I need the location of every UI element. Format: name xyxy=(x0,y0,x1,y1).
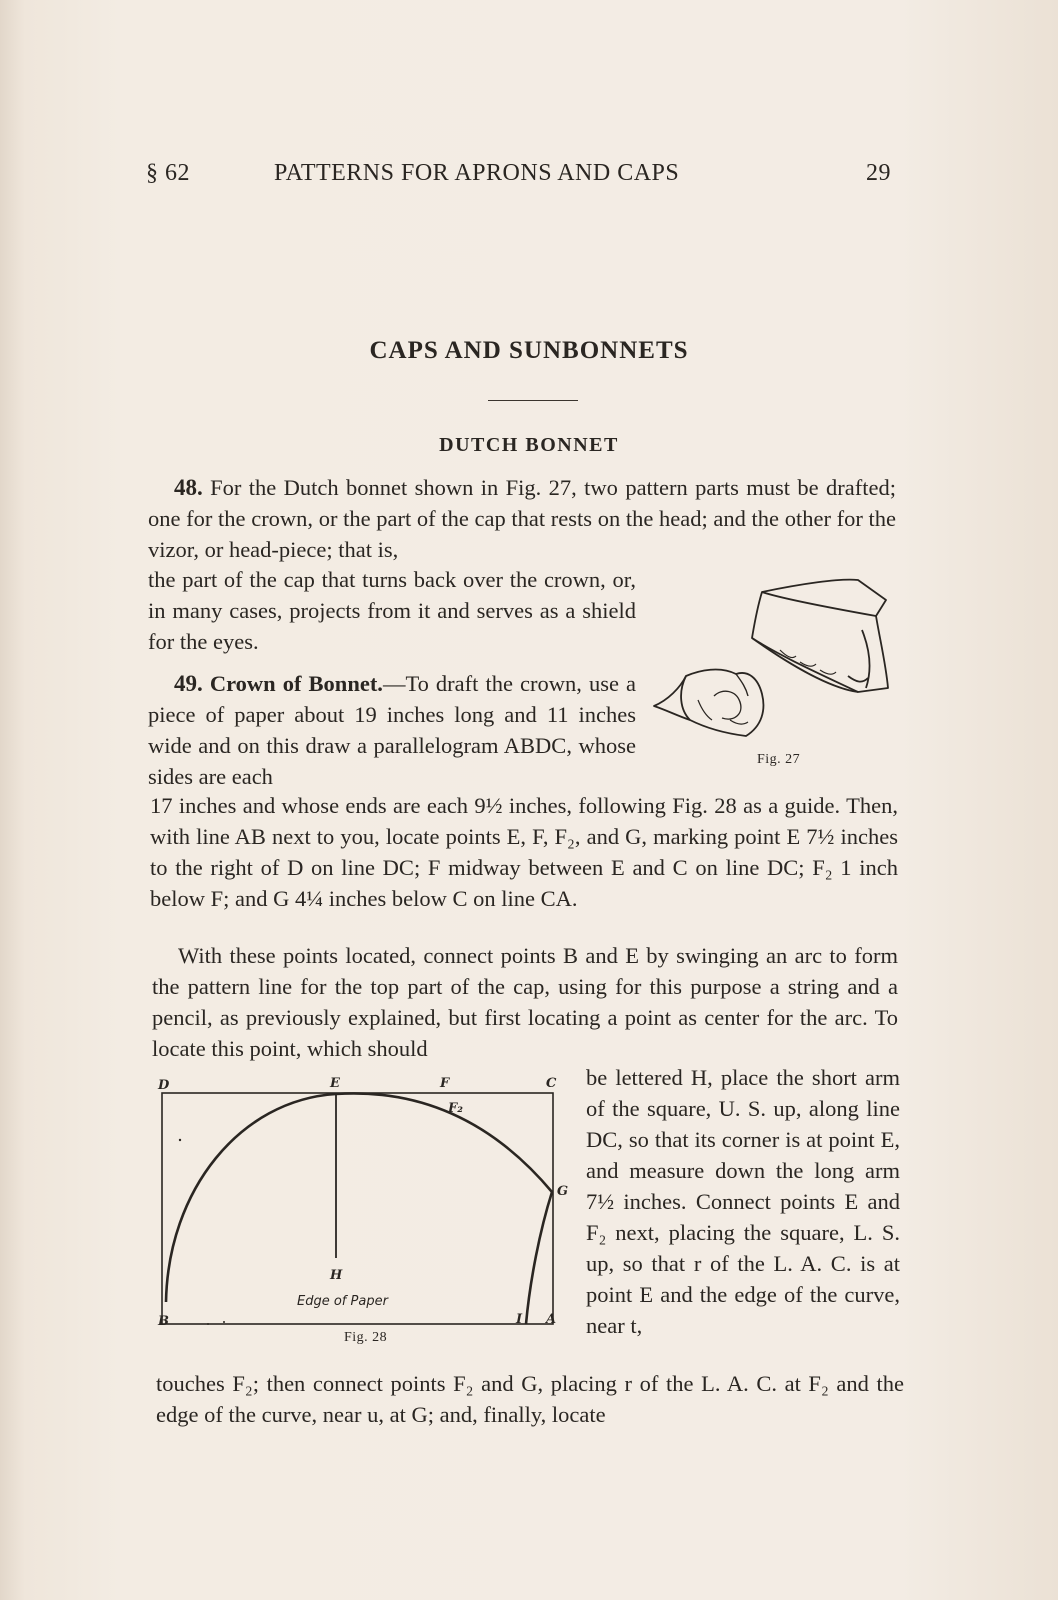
small-bonnet xyxy=(681,670,763,736)
parallelogram-ABDC xyxy=(162,1093,553,1324)
label-E: E xyxy=(330,1076,340,1091)
running-title: PATTERNS FOR APRONS AND CAPS xyxy=(274,160,680,186)
paragraph-48-wrap: the part of the cap that turns back over the crown, or, in many cases, projects from it and serves as a shield for the eyes. xyxy=(148,567,636,654)
paragraph-text: —To draft the crown, use a piece of paper about 19 inches long and 11 inches wide and on this draw a parallelogram ABDC, whose sides are each xyxy=(148,671,636,789)
label-A: A xyxy=(546,1312,557,1327)
paragraph-50-wrap: be lettered H, place the short arm of the square, U. S. up, along line DC, so that its corner is at point E, and measure down the long arm 7½ inches. Connect points E and F₂ next, placing the square, L. S. up, so that r of the L. A. C. is at point E and the edge of the curve, near t, xyxy=(586,1065,900,1338)
subheading: DUTCH BONNET xyxy=(439,434,619,456)
bonnet-crease xyxy=(762,592,876,616)
edge-of-paper-label: Edge of Paper xyxy=(297,1294,388,1309)
label-G: G xyxy=(557,1184,569,1199)
figure-27-caption: Fig. 27 xyxy=(757,752,801,767)
paragraph-number: 48. xyxy=(174,475,203,500)
label-F: F xyxy=(440,1076,450,1091)
crown-curve xyxy=(166,1093,552,1324)
paragraph-49-full: 17 inches and whose ends are each 9½ inches, following Fig. 28 as a guide. Then, with line AB next to you, locate points E, F, F₂, and G, marking point E 7½ inches to the right of D on line DC; F midway between E and C on line DC; F₂ 1 inch below F; and G 4¼ inches below C on line CA. xyxy=(150,793,898,911)
paragraph-48-full xyxy=(148,472,896,565)
label-C: C xyxy=(546,1076,557,1091)
label-H: H xyxy=(330,1268,343,1283)
section-number: § 62 xyxy=(146,160,190,186)
figure-28-caption: Fig. 28 xyxy=(344,1330,388,1345)
paragraph-50-full: With these points located, connect points B and E by swinging an arc to form the pattern line for the top part of the cap, using for this purpose a string and a pencil, as previously explained, but first locating a point as center for the arc. To locate this point, which should xyxy=(152,943,898,1061)
title-divider xyxy=(488,400,578,401)
label-D: D xyxy=(158,1078,170,1093)
section-title: CAPS AND SUNBONNETS xyxy=(369,337,689,364)
paragraph-49-wrap xyxy=(148,668,636,792)
paragraph-50-end: touches F₂; then connect points F₂ and G, placing r of the L. A. C. at F₂ and the edge of the curve, near u, at G; and, finally, locate xyxy=(156,1371,904,1427)
figure-27 xyxy=(650,570,900,750)
label-B: B xyxy=(158,1314,169,1329)
page-number: 29 xyxy=(866,160,891,186)
paragraph-number: 49. xyxy=(174,671,203,696)
label-I: I xyxy=(516,1312,523,1327)
bonnet-brim xyxy=(752,580,888,692)
paragraph-text: For the Dutch bonnet shown in Fig. 27, two pattern parts must be drafted; one for the crown, or the part of the cap that rests on the head; and the other for the vizor, or head-piece; that is, xyxy=(148,475,897,562)
paragraph-heading: Crown of Bonnet. xyxy=(209,671,383,696)
label-F2: F₂ xyxy=(448,1101,463,1116)
